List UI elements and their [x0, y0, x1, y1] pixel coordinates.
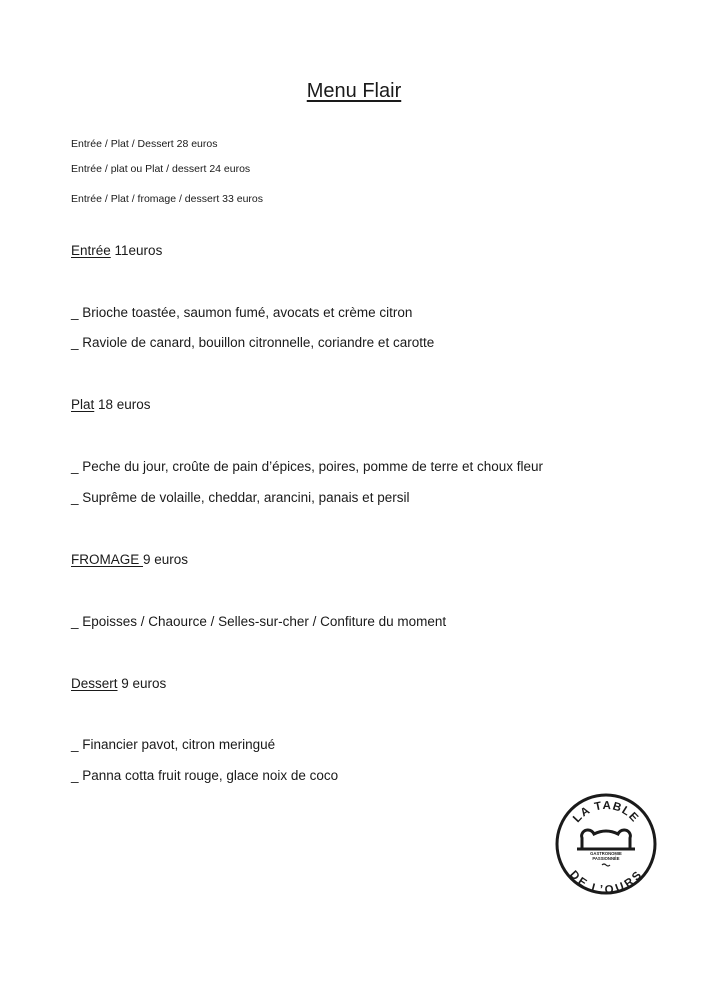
section-entree	[71, 243, 162, 258]
dish-item: _ Epoisses / Chaource / Selles-sur-cher / Confiture du moment	[71, 614, 447, 629]
bear-ears-icon	[577, 830, 635, 849]
formula-3: Entrée / Plat / fromage / dessert 33 euros	[71, 193, 264, 205]
logo-bottom-text: DE L’OURS	[567, 868, 645, 895]
section-dessert	[71, 676, 166, 691]
section-fromage	[71, 552, 188, 567]
section-heading: FROMAGE	[71, 552, 144, 567]
restaurant-logo	[555, 793, 657, 895]
section-plat	[71, 397, 151, 412]
section-price: 11euros	[110, 243, 163, 258]
section-heading: Entrée	[71, 243, 111, 258]
dish-item: _ Brioche toastée, saumon fumé, avocats et crème citron	[71, 305, 413, 320]
section-price: 9 euros	[143, 552, 189, 567]
dish-item: _ Financier pavot, citron meringué	[71, 737, 276, 752]
formula-2: Entrée / plat ou Plat / dessert 24 euros	[71, 163, 251, 175]
logo-inner-line-1: GASTRONOMIE	[590, 851, 622, 856]
dish-item: _ Peche du jour, croûte de pain d’épices, poires, pomme de terre et choux fleur	[71, 459, 544, 474]
logo-tilde-ornament	[602, 864, 610, 866]
section-price: 18 euros	[94, 397, 151, 412]
logo-inner-line-2: PASSIONNÉE	[592, 856, 620, 861]
logo-top-text: LA TABLE	[571, 799, 641, 826]
formula-1: Entrée / Plat / Dessert 28 euros	[71, 138, 218, 150]
section-heading: Dessert	[71, 676, 118, 691]
section-heading: Plat	[71, 397, 95, 412]
page-title: Menu Flair	[306, 80, 402, 102]
dish-item: _ Suprême de volaille, cheddar, arancini, panais et persil	[71, 490, 410, 505]
dish-item: _ Panna cotta fruit rouge, glace noix de coco	[71, 768, 339, 783]
section-price: 9 euros	[117, 676, 167, 691]
dish-item: _ Raviole de canard, bouillon citronnelle, coriandre et carotte	[71, 335, 435, 350]
